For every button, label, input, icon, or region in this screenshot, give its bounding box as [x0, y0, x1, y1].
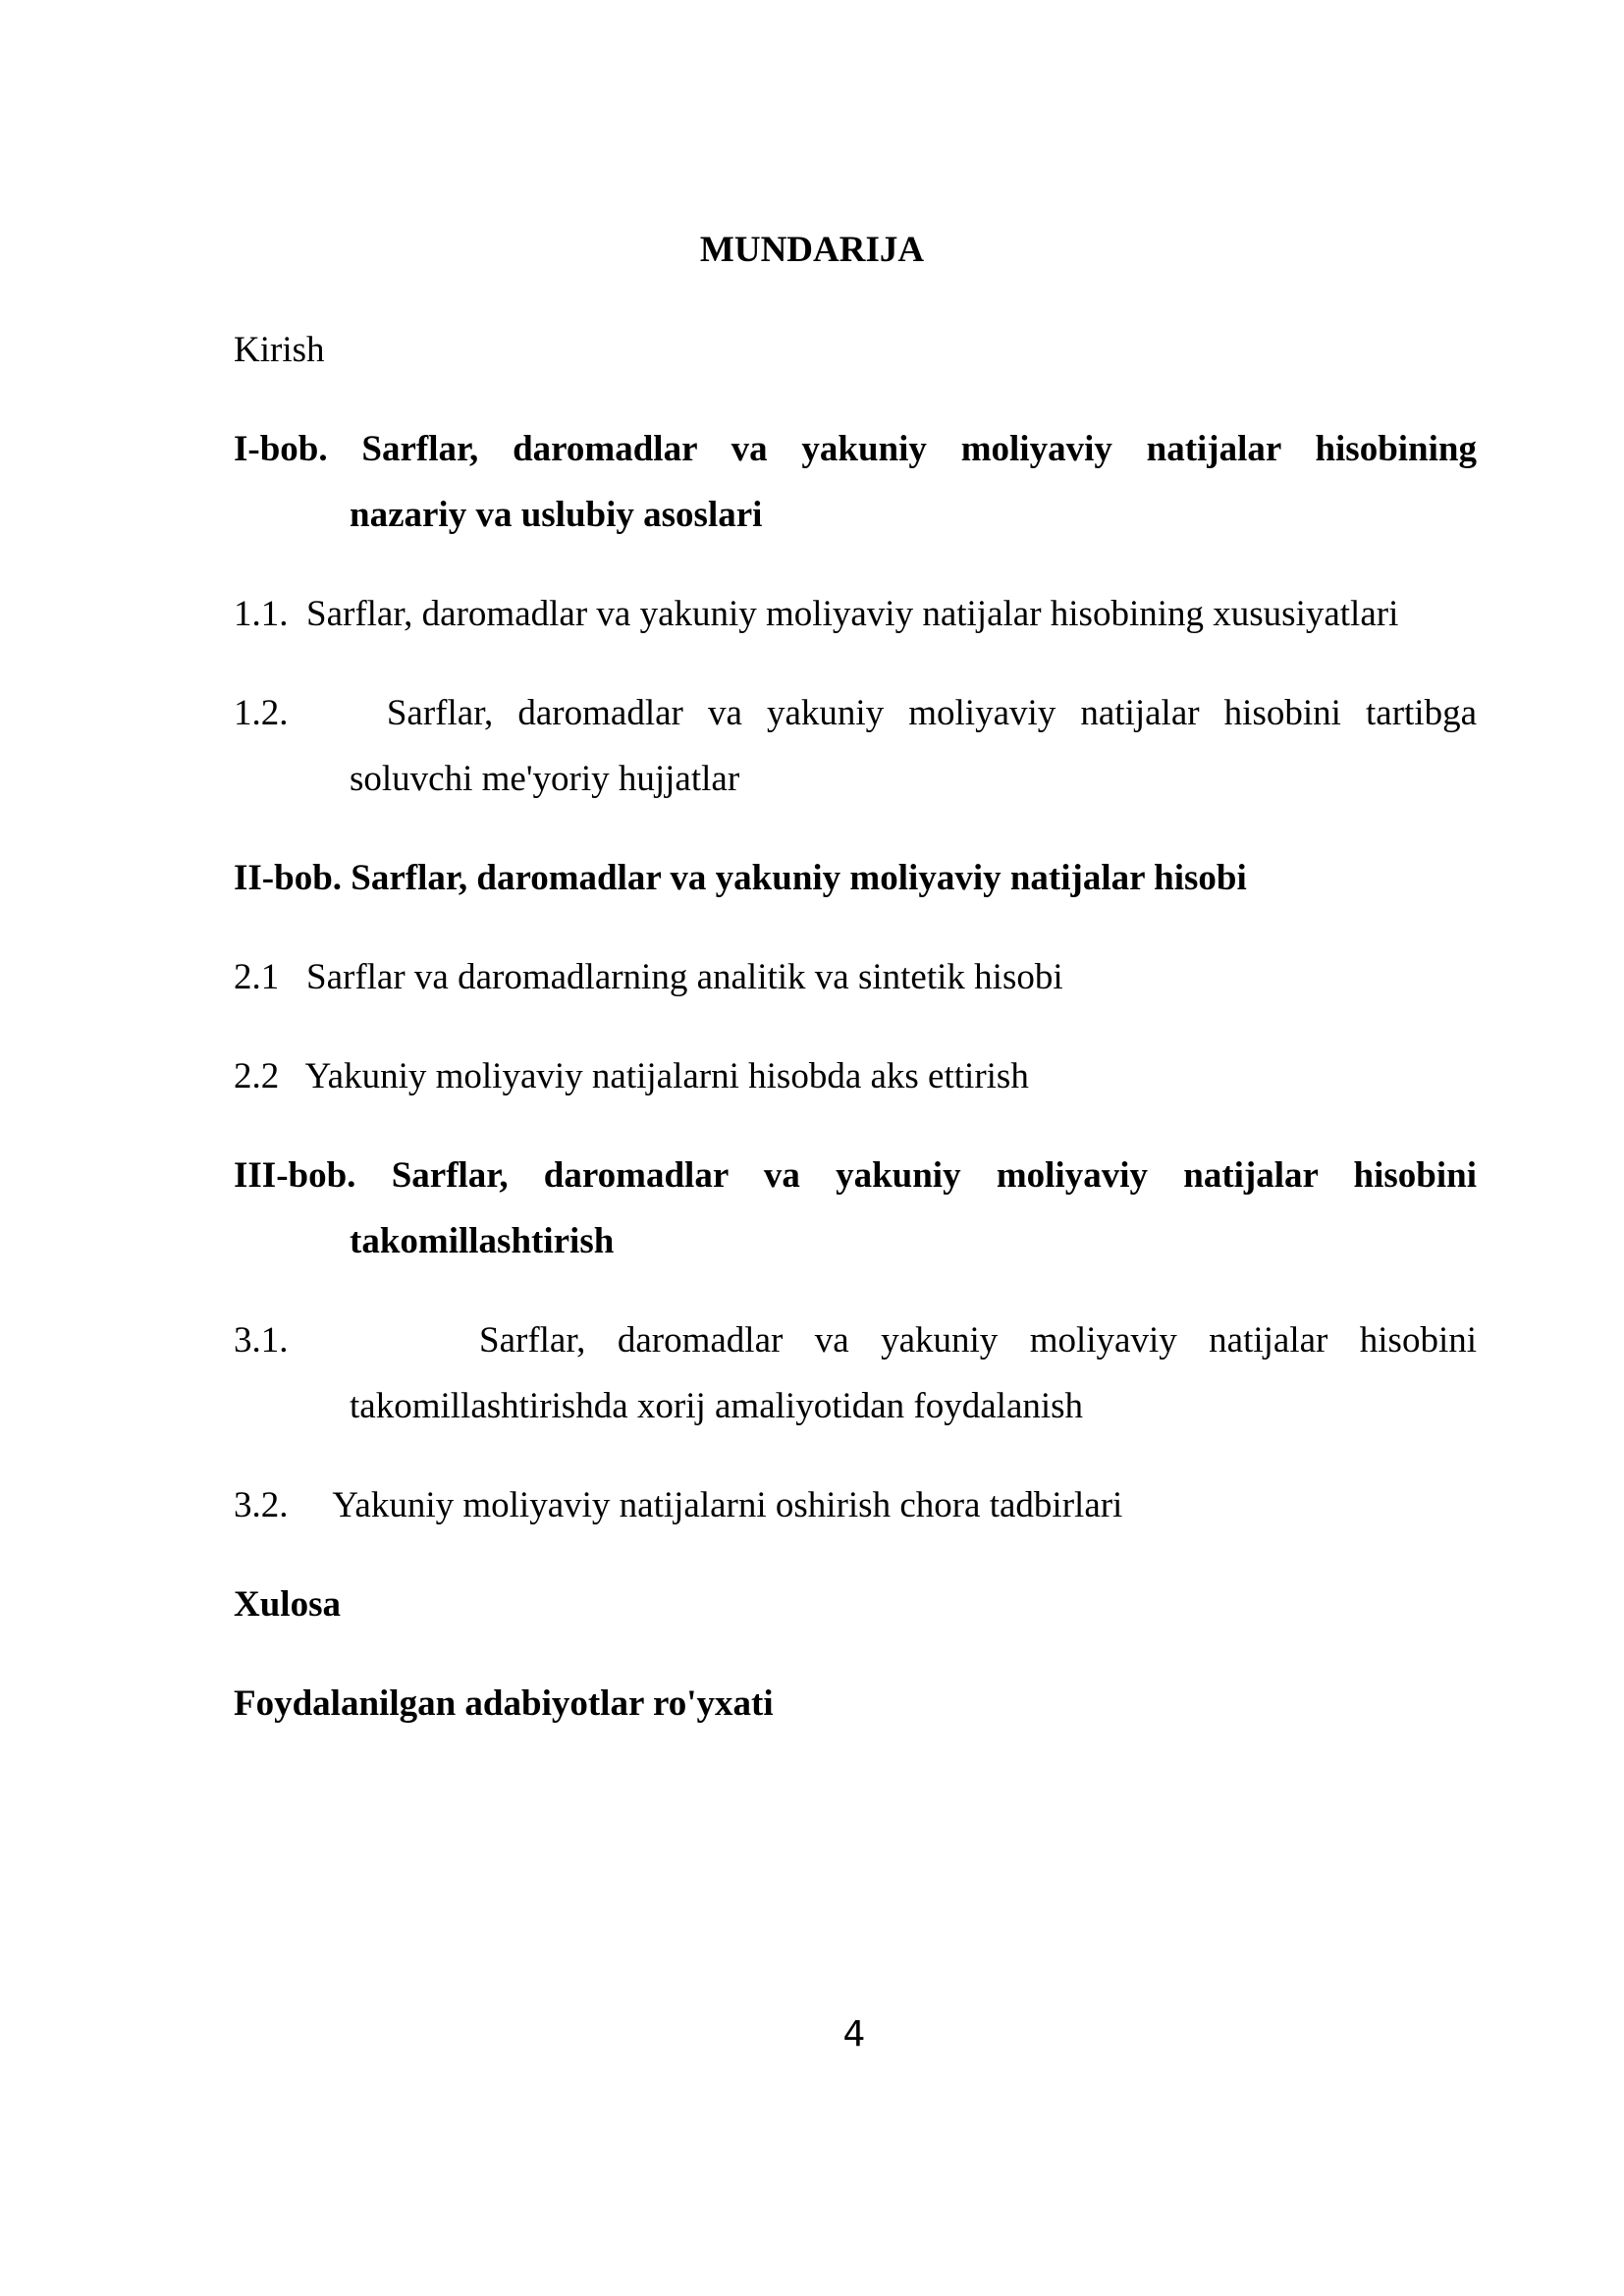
- toc-entry-label: Xulosa: [234, 1584, 341, 1625]
- toc-chapter-number: II-bob.: [234, 858, 343, 898]
- toc-section-number: 1.1.: [234, 594, 289, 634]
- toc-section-title: Sarflar va daromadlarning analitik va sintetik hisobi: [306, 957, 1063, 997]
- toc-entry-conclusion: [234, 1572, 1477, 1637]
- toc-entry-label: Kirish: [234, 330, 325, 370]
- toc-section-title: Yakuniy moliyaviy natijalarni hisobda aks ettirish: [304, 1056, 1029, 1096]
- toc-section-3-2: [234, 1472, 1477, 1538]
- toc-chapter-2: [234, 845, 1477, 911]
- page-number: 4: [842, 2014, 866, 2055]
- toc-section-number: 1.2.: [234, 693, 289, 733]
- toc-section-title-continued: soluvchi me'yoriy hujjatlar: [350, 759, 740, 799]
- toc-chapter-line: [234, 1143, 1477, 1208]
- toc-chapter-1: [234, 416, 1477, 548]
- toc-entry-intro: [234, 317, 1477, 383]
- toc-chapter-title: Sarflar, daromadlar va yakuniy moliyaviy natijalar hisobining: [361, 429, 1477, 469]
- toc-section-number: 2.1: [234, 957, 280, 997]
- toc-section-2-1: [234, 944, 1477, 1010]
- toc-section-line: [234, 680, 1477, 746]
- toc-section-title: Yakuniy moliyaviy natijalarni oshirish chora tadbirlari: [332, 1485, 1123, 1525]
- toc-chapter-title-continued: takomillashtirish: [350, 1221, 615, 1261]
- toc-chapter-number: III-bob.: [234, 1155, 356, 1196]
- toc-section-title: Sarflar, daromadlar va yakuniy moliyaviy natijalar hisobini tartibga: [386, 693, 1477, 733]
- page-title: MUNDARIJA: [699, 230, 925, 270]
- toc-section-number: 3.2.: [234, 1485, 289, 1525]
- toc-entry-references: [234, 1671, 1477, 1736]
- toc-chapter-line: [234, 416, 1477, 482]
- toc-chapter-title-continued: nazariy va uslubiy asoslari: [350, 495, 763, 535]
- toc-section-1-1: [234, 581, 1477, 647]
- toc-chapter-title: Sarflar, daromadlar va yakuniy moliyaviy natijalar hisobi: [351, 858, 1247, 898]
- toc-entry-label: Foydalanilgan adabiyotlar ro'yxati: [234, 1683, 774, 1724]
- toc-section-1-2: [234, 680, 1477, 812]
- toc-chapter-number: I-bob.: [234, 429, 328, 469]
- toc-chapter-title: Sarflar, daromadlar va yakuniy moliyaviy natijalar hisobini: [391, 1155, 1477, 1196]
- toc-section-title-continued: takomillashtirishda xorij amaliyotidan foydalanish: [350, 1386, 1084, 1426]
- toc-section-title: Sarflar, daromadlar va yakuniy moliyaviy natijalar hisobining xususiyatlari: [306, 594, 1399, 634]
- toc-section-line: [234, 1308, 1477, 1373]
- toc-section-number: 2.2: [234, 1056, 280, 1096]
- toc-section-2-2: [234, 1043, 1477, 1109]
- toc-section-3-1: [234, 1308, 1477, 1439]
- toc-section-number: 3.1.: [234, 1320, 289, 1361]
- toc-chapter-3: [234, 1143, 1477, 1274]
- toc-section-title: Sarflar, daromadlar va yakuniy moliyaviy natijalar hisobini: [479, 1320, 1478, 1361]
